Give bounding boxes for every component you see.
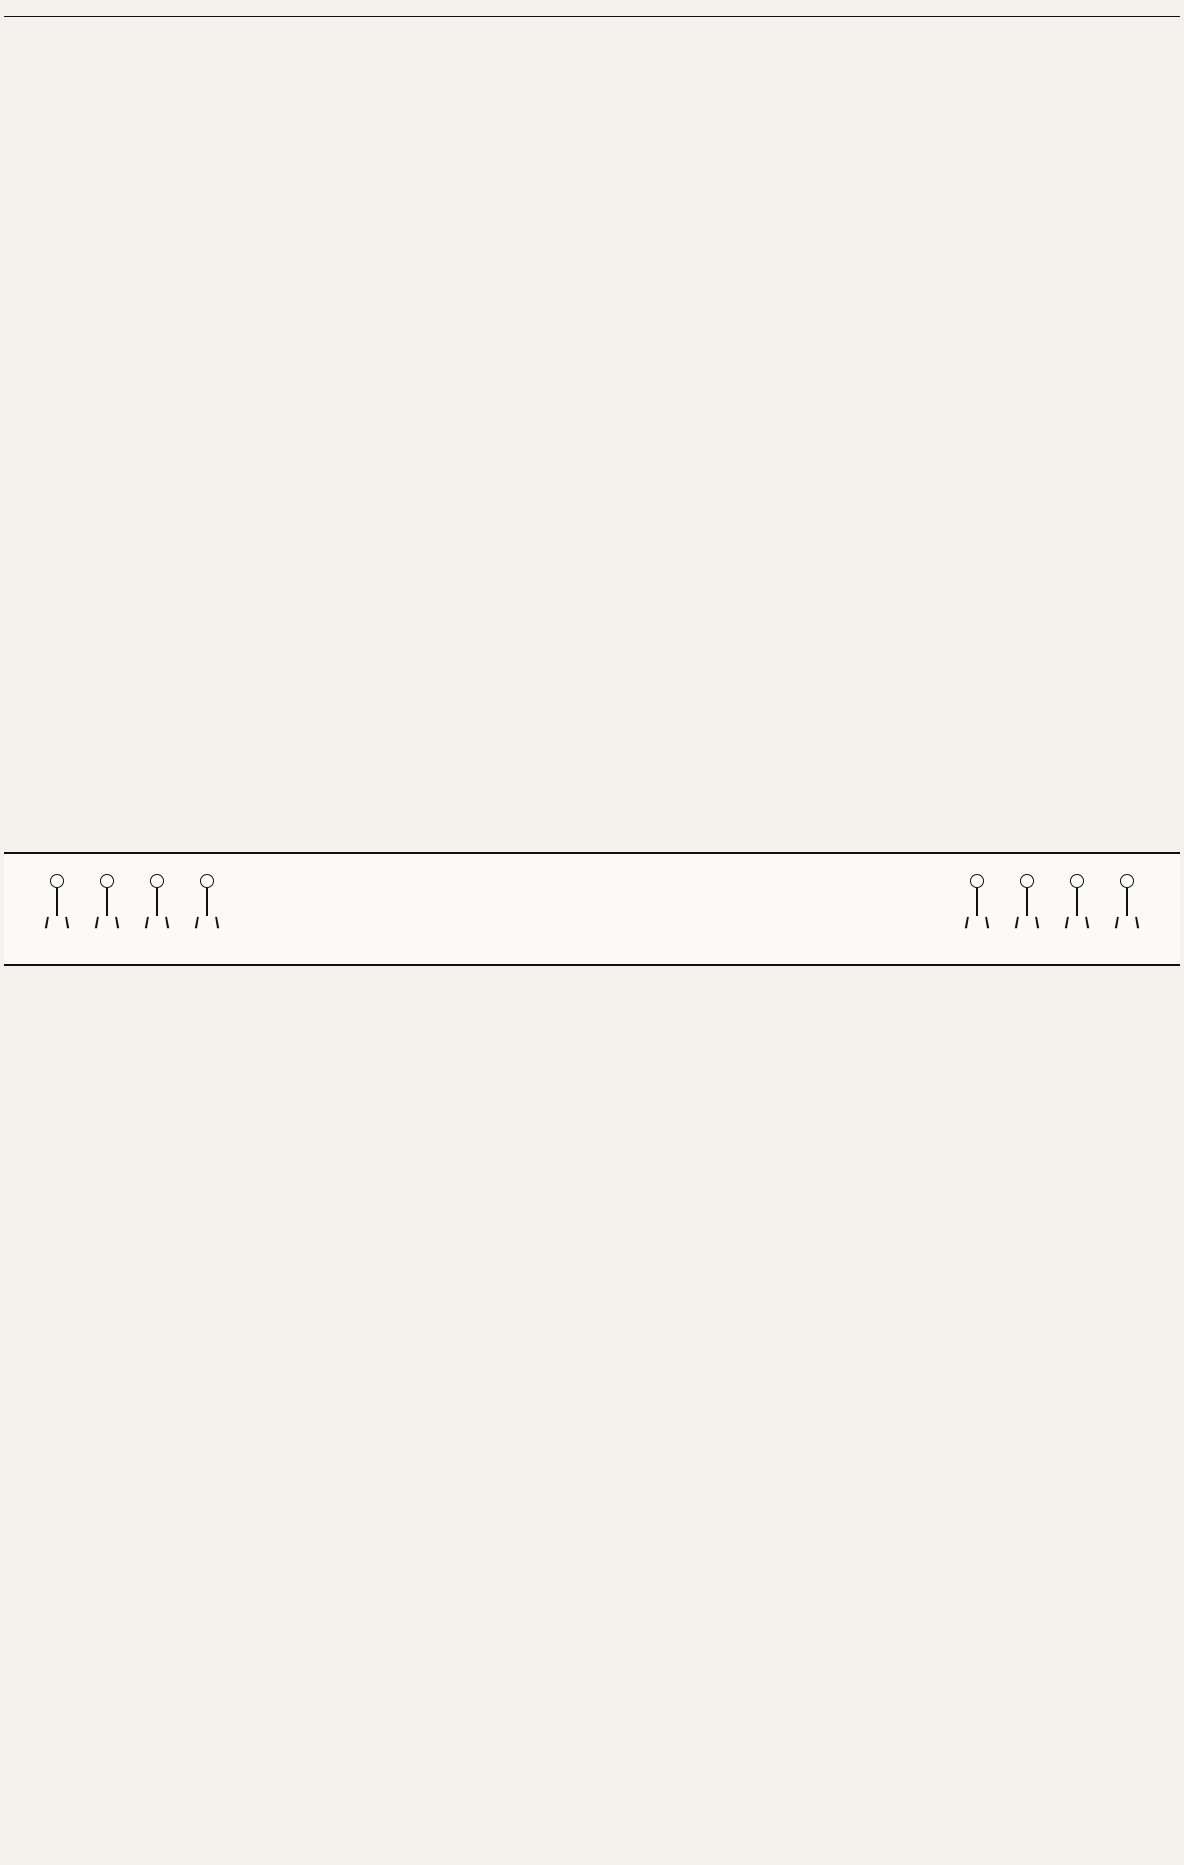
masthead [4, 2, 1180, 17]
worker-figure [44, 874, 70, 934]
worker-figure [144, 874, 170, 934]
worker-figure [194, 874, 220, 934]
worker-figure [94, 874, 120, 934]
worker-figure [1014, 874, 1040, 934]
service-directory [4, 966, 1180, 1861]
worker-figure [1064, 874, 1090, 934]
worker-figure [1114, 874, 1140, 934]
classified-columns [4, 20, 1180, 850]
worker-figure [964, 874, 990, 934]
service-directory-banner [4, 852, 1180, 966]
